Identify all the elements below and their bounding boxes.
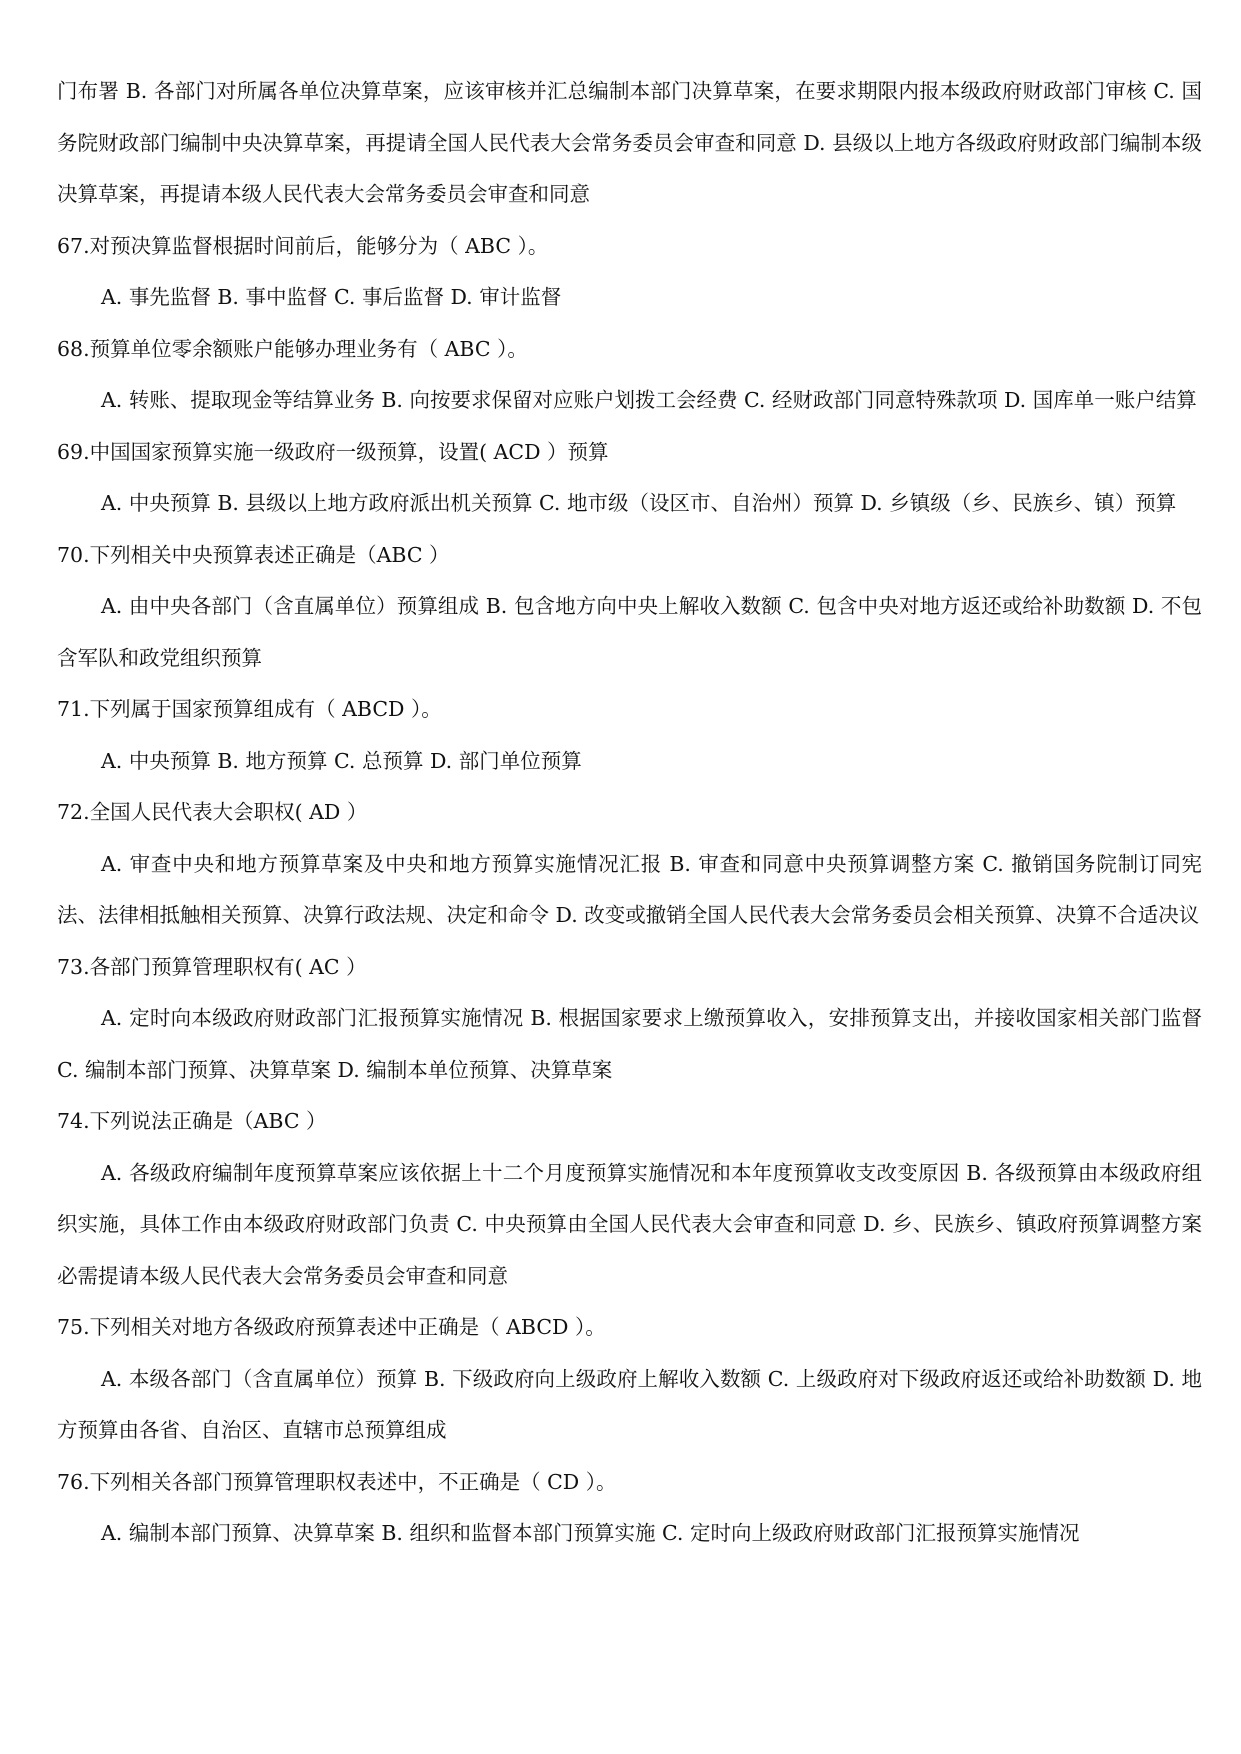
question-67: 67.对预决算监督根据时间前后，能够分为（ ABC ）。 — [57, 233, 549, 258]
options-71: A. 中央预算 B. 地方预算 C. 总预算 D. 部门单位预算 — [101, 748, 582, 773]
question-73: 73.各部门预算管理职权有( AC ） — [57, 954, 367, 979]
question-71: 71.下列属于国家预算组成有（ ABCD ）。 — [57, 697, 442, 721]
options-68: A. 转账、提取现金等结算业务 B. 向按要求保留对应账户划拨工会经费 C. 经财政部门同意特殊款项 D. 国库单一账户结算 — [101, 388, 1197, 412]
options-70: A. 由中央各部门（含直属单位）预算组成 B. 包含地方向中央上解收入数额 C. 包含中央对地方返还或给补助数额 D. 不包含军队和政党组织预算 — [57, 594, 1202, 670]
question-68: 68.预算单位零余额账户能够办理业务有（ ABC ）。 — [57, 336, 528, 361]
question-76: 76.下列相关各部门预算管理职权表述中，不正确是（ CD ）。 — [57, 1469, 617, 1494]
options-69: A. 中央预算 B. 县级以上地方政府派出机关预算 C. 地市级（设区市、自治州）预算 D. 乡镇级（乡、民族乡、镇）预算 — [101, 491, 1177, 515]
options-75: A. 本级各部门（含直属单位）预算 B. 下级政府向上级政府上解收入数额 C. 上级政府对下级政府返还或给补助数额 D. 地方预算由各省、自治区、直辖市总预算组成 — [57, 1366, 1202, 1442]
document-body — [57, 66, 1202, 1560]
question-70: 70.下列相关中央预算表述正确是（ABC ） — [57, 542, 450, 567]
options-72: A. 审查中央和地方预算草案及中央和地方预算实施情况汇报 B. 审查和同意中央预算调整方案 C. 撤销国务院制订同宪法、法律相抵触相关预算、决算行政法规、决定和命令 D. 改变或撤销全国人民代表大会常务委员会相关预算、决算不合适决议 — [57, 851, 1202, 927]
paragraph-continuation: 门布署 B. 各部门对所属各单位决算草案，应该审核并汇总编制本部门决算草案，在要求期限内报本级政府财政部门审核 C. 国务院财政部门编制中央决算草案，再提请全国人民代表大会常务委员会审查和同意 D. 县级以上地方各级政府财政部门编制本级决算草案，再提请本级人民代表大会常务委员会审查和同意 — [57, 79, 1202, 206]
question-72: 72.全国人民代表大会职权( AD ） — [57, 800, 368, 824]
question-74: 74.下列说法正确是（ABC ） — [57, 1109, 327, 1133]
options-74: A. 各级政府编制年度预算草案应该依据上十二个月度预算实施情况和本年度预算收支改变原因 B. 各级预算由本级政府组织实施，具体工作由本级政府财政部门负责 C. 中央预算由全国人民代表大会审查和同意 D. 乡、民族乡、镇政府预算调整方案必需提请本级人民代表大会常务委员会审查和同意 — [57, 1160, 1202, 1288]
question-69: 69.中国国家预算实施一级政府一级预算，设置( ACD ）预算 — [57, 439, 609, 464]
options-67: A. 事先监督 B. 事中监督 C. 事后监督 D. 审计监督 — [101, 285, 562, 309]
options-73: A. 定时向本级政府财政部门汇报预算实施情况 B. 根据国家要求上缴预算收入，安排预算支出，并接收国家相关部门监督 C. 编制本部门预算、决算草案 D. 编制本单位预算、决算草案 — [57, 1006, 1202, 1082]
options-76: A. 编制本部门预算、决算草案 B. 组织和监督本部门预算实施 C. 定时向上级政府财政部门汇报预算实施情况 — [101, 1521, 1080, 1545]
question-75: 75.下列相关对地方各级政府预算表述中正确是（ ABCD ）。 — [57, 1315, 606, 1339]
